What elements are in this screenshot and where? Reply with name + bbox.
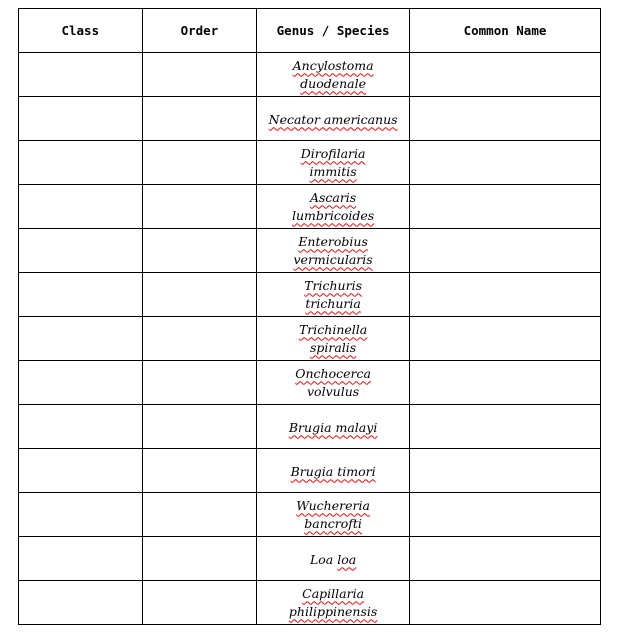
species-line-2: bancrofti <box>304 515 362 531</box>
species-line-1 <box>310 552 356 567</box>
species-epithet-word: loa <box>337 551 357 567</box>
class-cell[interactable] <box>19 581 143 625</box>
species-name <box>285 419 381 437</box>
table-row <box>19 317 601 361</box>
species-name <box>291 365 375 401</box>
species-line-2: spiralis <box>309 339 357 355</box>
species-line-2: philippinensis <box>288 603 378 619</box>
table-row <box>19 581 601 625</box>
table-row <box>19 449 601 493</box>
species-name <box>295 321 371 357</box>
class-cell[interactable] <box>19 273 143 317</box>
common-name-cell[interactable] <box>409 229 600 273</box>
species-line-1: Brugia timori <box>290 463 376 479</box>
genus-species-cell <box>257 141 410 185</box>
species-line-1: Trichuris <box>304 277 362 293</box>
common-name-cell[interactable] <box>409 581 600 625</box>
common-name-cell[interactable] <box>409 405 600 449</box>
table-row <box>19 229 601 273</box>
genus-species-cell <box>257 229 410 273</box>
genus-species-cell <box>257 53 410 97</box>
species-line-2: immitis <box>309 163 357 179</box>
species-name <box>297 145 370 181</box>
order-cell[interactable] <box>142 141 257 185</box>
species-name <box>288 189 378 225</box>
table-row <box>19 361 601 405</box>
order-cell[interactable] <box>142 53 257 97</box>
species-line-1: Trichinella <box>298 321 368 337</box>
species-line-2: trichuria <box>305 295 361 311</box>
class-cell[interactable] <box>19 405 143 449</box>
species-name <box>290 233 377 269</box>
genus-species-cell <box>257 581 410 625</box>
class-cell[interactable] <box>19 537 143 581</box>
species-line-2: duodenale <box>300 75 367 91</box>
common-name-cell[interactable] <box>409 361 600 405</box>
species-classification-table <box>18 8 601 625</box>
order-cell[interactable] <box>142 493 257 537</box>
species-name <box>300 277 366 313</box>
species-line-1: Wuchereria <box>296 497 370 513</box>
header-class: Class <box>19 9 143 53</box>
species-line-1: Ascaris <box>309 189 357 205</box>
species-line-2: lumbricoides <box>291 207 375 223</box>
order-cell[interactable] <box>142 185 257 229</box>
order-cell[interactable] <box>142 97 257 141</box>
species-line-2: vermicularis <box>293 251 373 267</box>
class-cell[interactable] <box>19 361 143 405</box>
class-cell[interactable] <box>19 493 143 537</box>
order-cell[interactable] <box>142 317 257 361</box>
genus-species-cell <box>257 537 410 581</box>
table-row <box>19 273 601 317</box>
class-cell[interactable] <box>19 53 143 97</box>
common-name-cell[interactable] <box>409 141 600 185</box>
species-line-1: Onchocerca <box>295 365 371 381</box>
header-row <box>19 9 601 53</box>
genus-species-cell <box>257 317 410 361</box>
common-name-cell[interactable] <box>409 185 600 229</box>
class-cell[interactable] <box>19 317 143 361</box>
species-name <box>289 57 378 93</box>
species-line-1: Ancylostoma <box>292 57 374 73</box>
genus-species-cell <box>257 185 410 229</box>
header-order: Order <box>142 9 257 53</box>
species-line-1: Necator americanus <box>268 111 398 127</box>
table-row <box>19 405 601 449</box>
table-row <box>19 141 601 185</box>
header-genus-species: Genus / Species <box>257 9 410 53</box>
table-row <box>19 53 601 97</box>
species-genus-word: Loa <box>309 551 334 567</box>
species-line-2: volvulus <box>307 383 360 399</box>
genus-species-cell <box>257 405 410 449</box>
genus-species-cell <box>257 449 410 493</box>
class-cell[interactable] <box>19 97 143 141</box>
common-name-cell[interactable] <box>409 317 600 361</box>
common-name-cell[interactable] <box>409 449 600 493</box>
table-row <box>19 537 601 581</box>
species-line-1: Dirofilaria <box>300 145 366 161</box>
common-name-cell[interactable] <box>409 53 600 97</box>
common-name-cell[interactable] <box>409 493 600 537</box>
common-name-cell[interactable] <box>409 273 600 317</box>
table-row <box>19 493 601 537</box>
class-cell[interactable] <box>19 141 143 185</box>
table-body <box>19 53 601 625</box>
species-name <box>292 497 374 533</box>
species-name <box>306 551 360 569</box>
species-name <box>265 111 402 129</box>
genus-species-cell <box>257 97 410 141</box>
order-cell[interactable] <box>142 405 257 449</box>
order-cell[interactable] <box>142 581 257 625</box>
class-cell[interactable] <box>19 229 143 273</box>
header-common-name: Common Name <box>409 9 600 53</box>
species-name <box>285 585 381 621</box>
genus-species-cell <box>257 361 410 405</box>
class-cell[interactable] <box>19 449 143 493</box>
order-cell[interactable] <box>142 229 257 273</box>
table-row <box>19 97 601 141</box>
species-line-1: Enterobius <box>298 233 368 249</box>
genus-species-cell <box>257 273 410 317</box>
order-cell[interactable] <box>142 449 257 493</box>
common-name-cell[interactable] <box>409 537 600 581</box>
table-row <box>19 185 601 229</box>
order-cell[interactable] <box>142 361 257 405</box>
genus-species-cell <box>257 493 410 537</box>
common-name-cell[interactable] <box>409 97 600 141</box>
order-cell[interactable] <box>142 273 257 317</box>
class-cell[interactable] <box>19 185 143 229</box>
species-line-1: Capillaria <box>302 585 365 601</box>
species-line-1: Brugia malayi <box>288 419 378 435</box>
species-name <box>287 463 380 481</box>
order-cell[interactable] <box>142 537 257 581</box>
